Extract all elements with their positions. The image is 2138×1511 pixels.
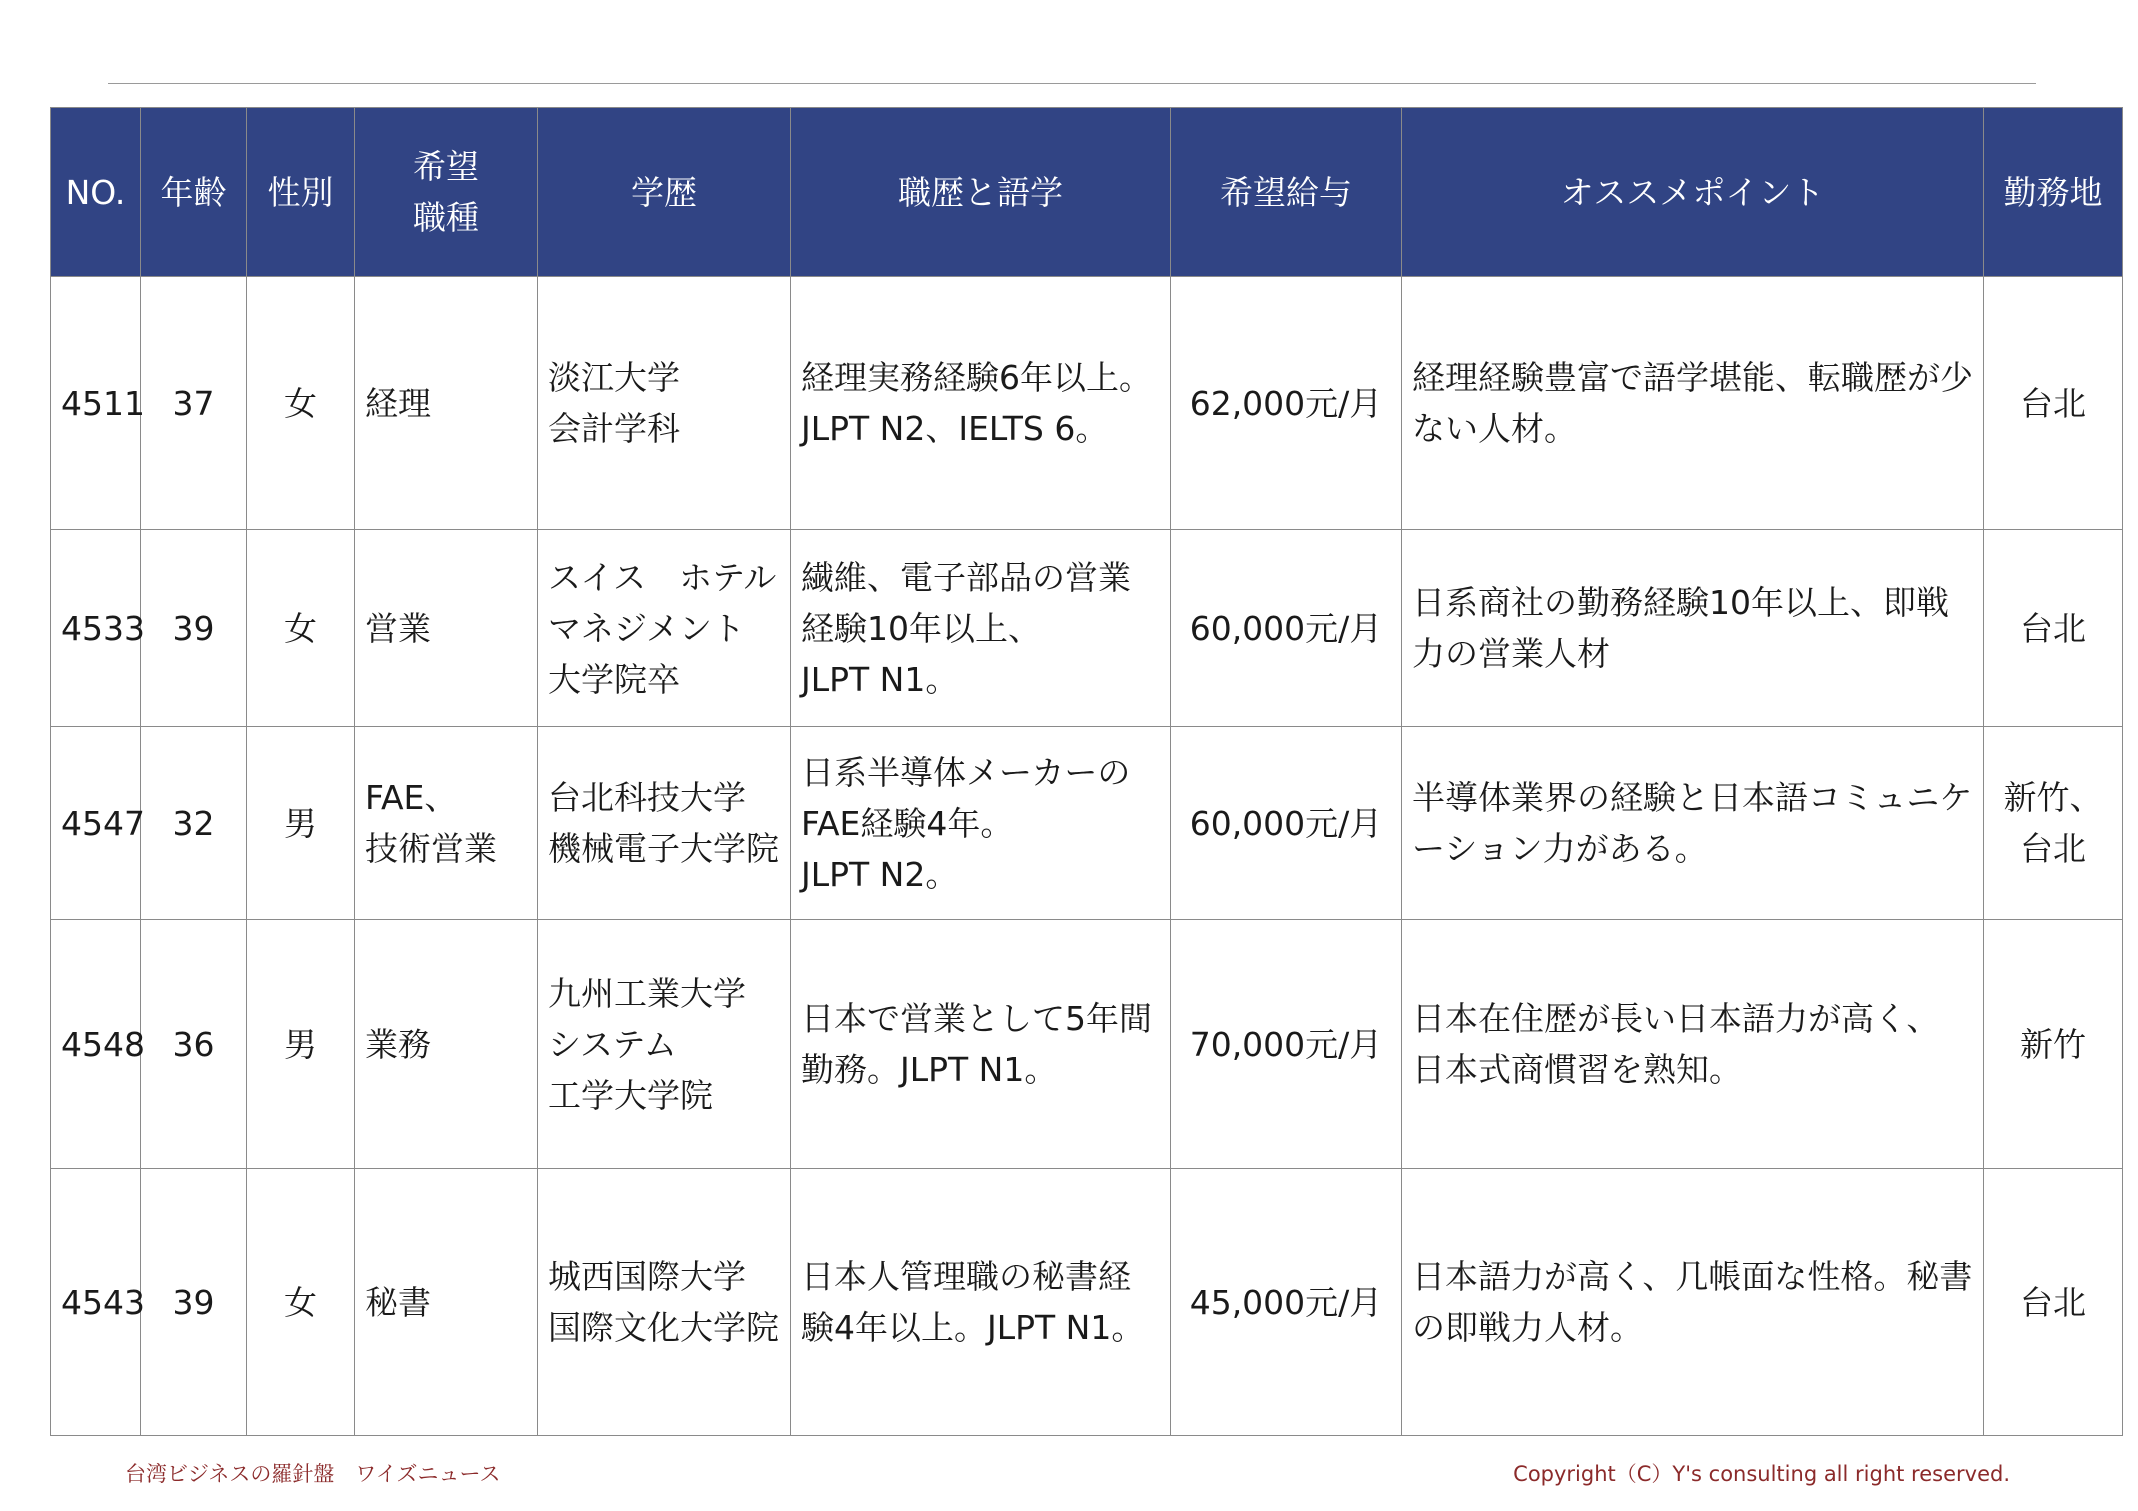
cell-position: 秘書	[355, 1169, 538, 1436]
cell-gender: 女	[247, 530, 355, 727]
cell-education: 台北科技大学 機械電子大学院	[538, 727, 791, 920]
cell-point: 日本在住歴が長い日本語力が高く、 日本式商慣習を熟知。	[1402, 920, 1984, 1169]
cell-no: 4533	[51, 530, 141, 727]
header-point: オススメポイント	[1402, 108, 1984, 277]
cell-position: 業務	[355, 920, 538, 1169]
cell-location: 台北	[1984, 277, 2123, 530]
header-salary: 希望給与	[1171, 108, 1402, 277]
table-row	[51, 727, 2123, 920]
cell-no: 4547	[51, 727, 141, 920]
cell-no: 4543	[51, 1169, 141, 1436]
cell-salary: 62,000元/月	[1171, 277, 1402, 530]
table-row	[51, 530, 2123, 727]
cell-age: 39	[141, 1169, 247, 1436]
cell-age: 37	[141, 277, 247, 530]
cell-gender: 女	[247, 277, 355, 530]
cell-experience: 日系半導体メーカーの FAE経験4年。 JLPT N2。	[791, 727, 1171, 920]
cell-no: 4511	[51, 277, 141, 530]
cell-experience: 経理実務経験6年以上。 JLPT N2、IELTS 6。	[791, 277, 1171, 530]
cell-experience: 日本で営業として5年間 勤務。JLPT N1。	[791, 920, 1171, 1169]
cell-point: 経理経験豊富で語学堪能、転職歴が少ない人材。	[1402, 277, 1984, 530]
table-row	[51, 920, 2123, 1169]
cell-point: 半導体業界の経験と日本語コミュニケーション力がある。	[1402, 727, 1984, 920]
header-position: 希望 職種	[355, 108, 538, 277]
cell-location: 新竹	[1984, 920, 2123, 1169]
cell-salary: 45,000元/月	[1171, 1169, 1402, 1436]
cell-gender: 女	[247, 1169, 355, 1436]
cell-experience: 日本人管理職の秘書経 験4年以上。JLPT N1。	[791, 1169, 1171, 1436]
cell-position: 経理	[355, 277, 538, 530]
cell-position: 営業	[355, 530, 538, 727]
top-divider	[108, 83, 2036, 84]
cell-education: 淡江大学 会計学科	[538, 277, 791, 530]
cell-position: FAE、 技術営業	[355, 727, 538, 920]
cell-experience: 繊維、電子部品の営業 経験10年以上、 JLPT N1。	[791, 530, 1171, 727]
candidate-table	[50, 107, 2123, 1436]
cell-education: スイス ホテル マネジメント 大学院卒	[538, 530, 791, 727]
cell-location: 新竹、 台北	[1984, 727, 2123, 920]
cell-salary: 60,000元/月	[1171, 727, 1402, 920]
header-education: 学歴	[538, 108, 791, 277]
header-experience: 職歴と語学	[791, 108, 1171, 277]
cell-education: 城西国際大学 国際文化大学院	[538, 1169, 791, 1436]
cell-age: 36	[141, 920, 247, 1169]
header-gender: 性別	[247, 108, 355, 277]
cell-education: 九州工業大学 システム 工学大学院	[538, 920, 791, 1169]
table-row	[51, 277, 2123, 530]
cell-gender: 男	[247, 727, 355, 920]
header-location: 勤務地	[1984, 108, 2123, 277]
cell-point: 日本語力が高く、几帳面な性格。秘書の即戦力人材。	[1402, 1169, 1984, 1436]
cell-age: 39	[141, 530, 247, 727]
footer-brand: 台湾ビジネスの羅針盤 ワイズニュース	[125, 1462, 501, 1486]
cell-age: 32	[141, 727, 247, 920]
cell-location: 台北	[1984, 1169, 2123, 1436]
header-age: 年齢	[141, 108, 247, 277]
cell-gender: 男	[247, 920, 355, 1169]
header-row	[51, 108, 2123, 277]
cell-point: 日系商社の勤務経験10年以上、即戦力の営業人材	[1402, 530, 1984, 727]
cell-location: 台北	[1984, 530, 2123, 727]
cell-no: 4548	[51, 920, 141, 1169]
footer-copyright: Copyright（C）Y's consulting all right reserved.	[1513, 1462, 2010, 1486]
cell-salary: 70,000元/月	[1171, 920, 1402, 1169]
table-row	[51, 1169, 2123, 1436]
header-no: NO.	[51, 108, 141, 277]
cell-salary: 60,000元/月	[1171, 530, 1402, 727]
